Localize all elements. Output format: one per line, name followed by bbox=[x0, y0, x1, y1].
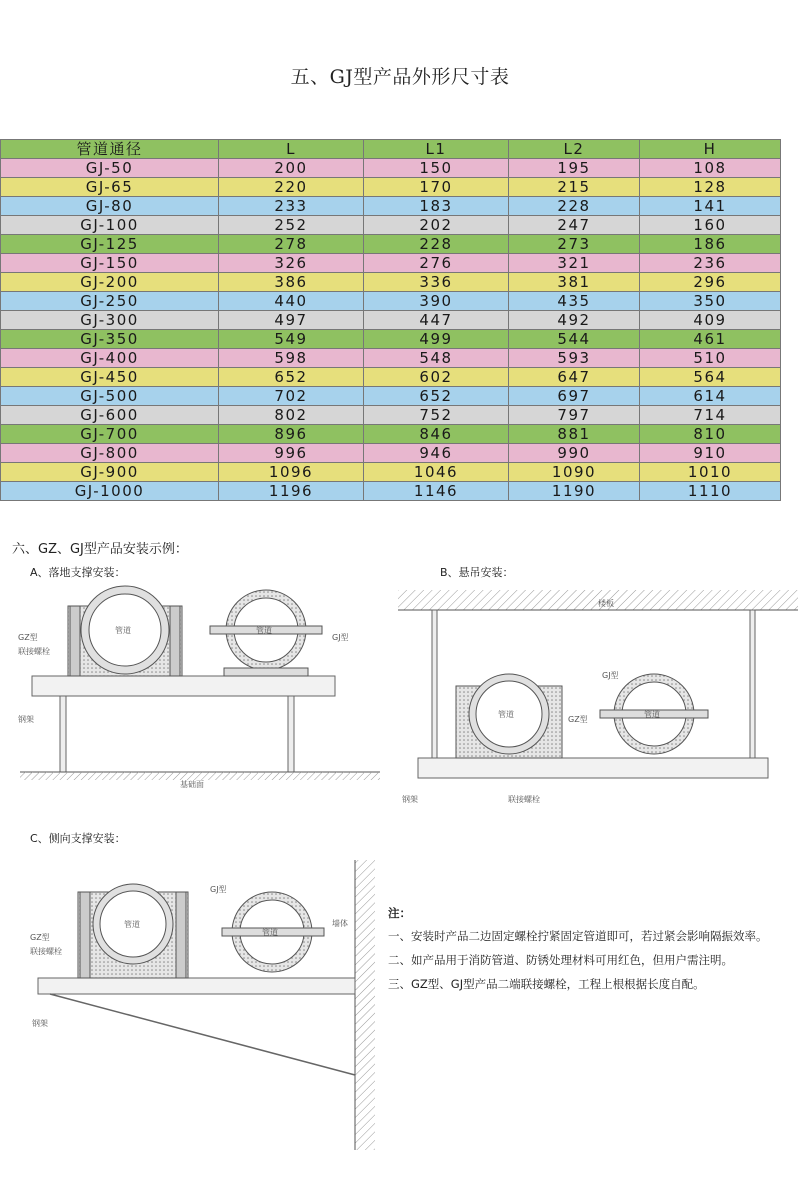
fig-a-gz-label: GZ型 bbox=[18, 633, 38, 642]
table-cell: 598 bbox=[219, 349, 364, 368]
fig-a-pipe1-label: 管道 bbox=[115, 626, 131, 635]
table-cell: 752 bbox=[364, 406, 509, 425]
table-cell: 228 bbox=[509, 197, 640, 216]
table-cell: GJ-400 bbox=[1, 349, 219, 368]
table-row bbox=[1, 254, 781, 273]
gz-support-block-c bbox=[78, 884, 188, 978]
header-h: H bbox=[640, 140, 781, 159]
steel-rack bbox=[32, 676, 335, 772]
fig-c-gj-label: GJ型 bbox=[210, 885, 227, 894]
table-row bbox=[1, 330, 781, 349]
table-cell: GJ-125 bbox=[1, 235, 219, 254]
table-cell: 797 bbox=[509, 406, 640, 425]
fig-a-foundation-label: 基础面 bbox=[180, 780, 204, 789]
fig-b-gz-label: GZ型 bbox=[568, 715, 588, 724]
header-l1: L1 bbox=[364, 140, 509, 159]
table-cell: 1110 bbox=[640, 482, 781, 501]
table-cell: 336 bbox=[364, 273, 509, 292]
figure-a-floor-support bbox=[10, 582, 390, 797]
table-cell: 215 bbox=[509, 178, 640, 197]
section-5-title: 五、GJ型产品外形尺寸表 bbox=[290, 66, 510, 88]
section-6-title: 六、GZ、GJ型产品安装示例： bbox=[12, 542, 188, 557]
table-cell: GJ-900 bbox=[1, 463, 219, 482]
table-cell: 276 bbox=[364, 254, 509, 273]
table-cell: 1196 bbox=[219, 482, 364, 501]
wall bbox=[355, 860, 375, 1150]
table-cell: 544 bbox=[509, 330, 640, 349]
fig-b-floor-label: 楼板 bbox=[598, 599, 614, 608]
table-cell: 510 bbox=[640, 349, 781, 368]
table-cell: 802 bbox=[219, 406, 364, 425]
table-row bbox=[1, 159, 781, 178]
table-cell: 278 bbox=[219, 235, 364, 254]
header-l: L bbox=[219, 140, 364, 159]
table-cell: 1046 bbox=[364, 463, 509, 482]
table-cell: 593 bbox=[509, 349, 640, 368]
table-cell: 492 bbox=[509, 311, 640, 330]
table-cell: GJ-200 bbox=[1, 273, 219, 292]
fig-b-gj-label: GJ型 bbox=[602, 671, 619, 680]
table-row bbox=[1, 216, 781, 235]
table-cell: 236 bbox=[640, 254, 781, 273]
header-pipe-diameter: 管道通径 bbox=[1, 140, 219, 159]
table-cell: 321 bbox=[509, 254, 640, 273]
note-item-2: 二、如产品用于消防管道、防锈处理材料可用红色，但用户需注明。 bbox=[388, 953, 733, 967]
table-cell: GJ-500 bbox=[1, 387, 219, 406]
table-cell: 602 bbox=[364, 368, 509, 387]
table-cell: 1190 bbox=[509, 482, 640, 501]
table-cell: 150 bbox=[364, 159, 509, 178]
table-cell: 614 bbox=[640, 387, 781, 406]
fig-b-pipe2-label: 管道 bbox=[644, 710, 660, 719]
table-row bbox=[1, 425, 781, 444]
header-l2: L2 bbox=[509, 140, 640, 159]
table-cell: 440 bbox=[219, 292, 364, 311]
table-cell: 195 bbox=[509, 159, 640, 178]
table-cell: GJ-65 bbox=[1, 178, 219, 197]
table-cell: 846 bbox=[364, 425, 509, 444]
table-body bbox=[1, 159, 781, 501]
table-row bbox=[1, 368, 781, 387]
figure-c-lateral-support bbox=[10, 860, 390, 1152]
table-cell: GJ-350 bbox=[1, 330, 219, 349]
table-cell: GJ-1000 bbox=[1, 482, 219, 501]
table-cell: 386 bbox=[219, 273, 364, 292]
dimension-table bbox=[0, 139, 781, 501]
table-cell: 108 bbox=[640, 159, 781, 178]
table-cell: 220 bbox=[219, 178, 364, 197]
fig-a-pipe2-label: 管道 bbox=[256, 626, 272, 635]
table-cell: 714 bbox=[640, 406, 781, 425]
fig-a-bolt-label: 联接螺栓 bbox=[18, 647, 50, 656]
fig-c-pipe1-label: 管道 bbox=[124, 920, 140, 929]
table-row bbox=[1, 273, 781, 292]
table-cell: 896 bbox=[219, 425, 364, 444]
table-cell: 409 bbox=[640, 311, 781, 330]
table-cell: 461 bbox=[640, 330, 781, 349]
table-cell: 652 bbox=[219, 368, 364, 387]
table-cell: GJ-800 bbox=[1, 444, 219, 463]
table-row bbox=[1, 482, 781, 501]
table-row bbox=[1, 387, 781, 406]
table-cell: 228 bbox=[364, 235, 509, 254]
table-cell: 946 bbox=[364, 444, 509, 463]
table-cell: 252 bbox=[219, 216, 364, 235]
table-cell: 233 bbox=[219, 197, 364, 216]
table-cell: GJ-50 bbox=[1, 159, 219, 178]
table-cell: 1010 bbox=[640, 463, 781, 482]
installation-notes bbox=[388, 905, 768, 1000]
table-cell: 186 bbox=[640, 235, 781, 254]
table-cell: GJ-300 bbox=[1, 311, 219, 330]
fig-a-rack-label: 钢架 bbox=[18, 715, 34, 724]
table-cell: 447 bbox=[364, 311, 509, 330]
table-cell: 1146 bbox=[364, 482, 509, 501]
table-row bbox=[1, 197, 781, 216]
fig-c-rack-label: 钢架 bbox=[32, 1019, 48, 1028]
table-row bbox=[1, 463, 781, 482]
table-cell: 910 bbox=[640, 444, 781, 463]
table-cell: 697 bbox=[509, 387, 640, 406]
table-cell: 160 bbox=[640, 216, 781, 235]
table-cell: 390 bbox=[364, 292, 509, 311]
note-item-3: 三、GZ型、GJ型产品二端联接螺栓，工程上根根据长度自配。 bbox=[388, 977, 705, 991]
notes-title: 注： bbox=[388, 906, 411, 920]
table-cell: 141 bbox=[640, 197, 781, 216]
cantilever-rack bbox=[38, 978, 355, 1075]
table-cell: GJ-600 bbox=[1, 406, 219, 425]
table-row bbox=[1, 444, 781, 463]
install-c-title: C、侧向支撑安装： bbox=[30, 832, 126, 845]
table-cell: 273 bbox=[509, 235, 640, 254]
table-cell: 881 bbox=[509, 425, 640, 444]
figure-b-suspended bbox=[398, 590, 798, 815]
table-cell: 548 bbox=[364, 349, 509, 368]
table-cell: 990 bbox=[509, 444, 640, 463]
table-cell: 350 bbox=[640, 292, 781, 311]
table-cell: 652 bbox=[364, 387, 509, 406]
table-row bbox=[1, 406, 781, 425]
table-cell: 549 bbox=[219, 330, 364, 349]
table-cell: 435 bbox=[509, 292, 640, 311]
table-header-row bbox=[1, 140, 781, 159]
fig-b-pipe1-label: 管道 bbox=[498, 710, 514, 719]
table-cell: 1090 bbox=[509, 463, 640, 482]
install-b-title: B、悬吊安装： bbox=[440, 566, 514, 579]
table-cell: 1096 bbox=[219, 463, 364, 482]
table-row bbox=[1, 311, 781, 330]
table-cell: 183 bbox=[364, 197, 509, 216]
table-cell: 381 bbox=[509, 273, 640, 292]
table-row bbox=[1, 235, 781, 254]
table-cell: 499 bbox=[364, 330, 509, 349]
install-a-title: A、落地支撑安装： bbox=[30, 566, 126, 579]
table-cell: GJ-250 bbox=[1, 292, 219, 311]
table-cell: 128 bbox=[640, 178, 781, 197]
table-cell: 170 bbox=[364, 178, 509, 197]
table-cell: GJ-80 bbox=[1, 197, 219, 216]
table-row bbox=[1, 292, 781, 311]
table-cell: 647 bbox=[509, 368, 640, 387]
table-cell: 202 bbox=[364, 216, 509, 235]
table-cell: 810 bbox=[640, 425, 781, 444]
fig-b-bolt-label: 联接螺栓 bbox=[508, 795, 540, 804]
foundation-ground bbox=[20, 772, 380, 780]
fig-c-wall-label: 墙体 bbox=[332, 919, 348, 928]
table-cell: 702 bbox=[219, 387, 364, 406]
table-cell: GJ-100 bbox=[1, 216, 219, 235]
table-cell: 996 bbox=[219, 444, 364, 463]
table-cell: GJ-150 bbox=[1, 254, 219, 273]
table-cell: 296 bbox=[640, 273, 781, 292]
table-cell: 247 bbox=[509, 216, 640, 235]
fig-b-rack-label: 钢架 bbox=[402, 795, 418, 804]
table-cell: 326 bbox=[219, 254, 364, 273]
table-row bbox=[1, 349, 781, 368]
fig-c-gz-label: GZ型 bbox=[30, 933, 50, 942]
table-row bbox=[1, 178, 781, 197]
fig-c-pipe2-label: 管道 bbox=[262, 928, 278, 937]
fig-c-bolt-label: 联接螺栓 bbox=[30, 947, 62, 956]
table-cell: 497 bbox=[219, 311, 364, 330]
table-cell: GJ-450 bbox=[1, 368, 219, 387]
table-cell: GJ-700 bbox=[1, 425, 219, 444]
table-cell: 564 bbox=[640, 368, 781, 387]
fig-a-gj-label: GJ型 bbox=[332, 633, 349, 642]
note-item-1: 一、安装时产品二边固定螺栓拧紧固定管道即可，若过紧会影响隔振效率。 bbox=[388, 929, 768, 943]
table-cell: 200 bbox=[219, 159, 364, 178]
